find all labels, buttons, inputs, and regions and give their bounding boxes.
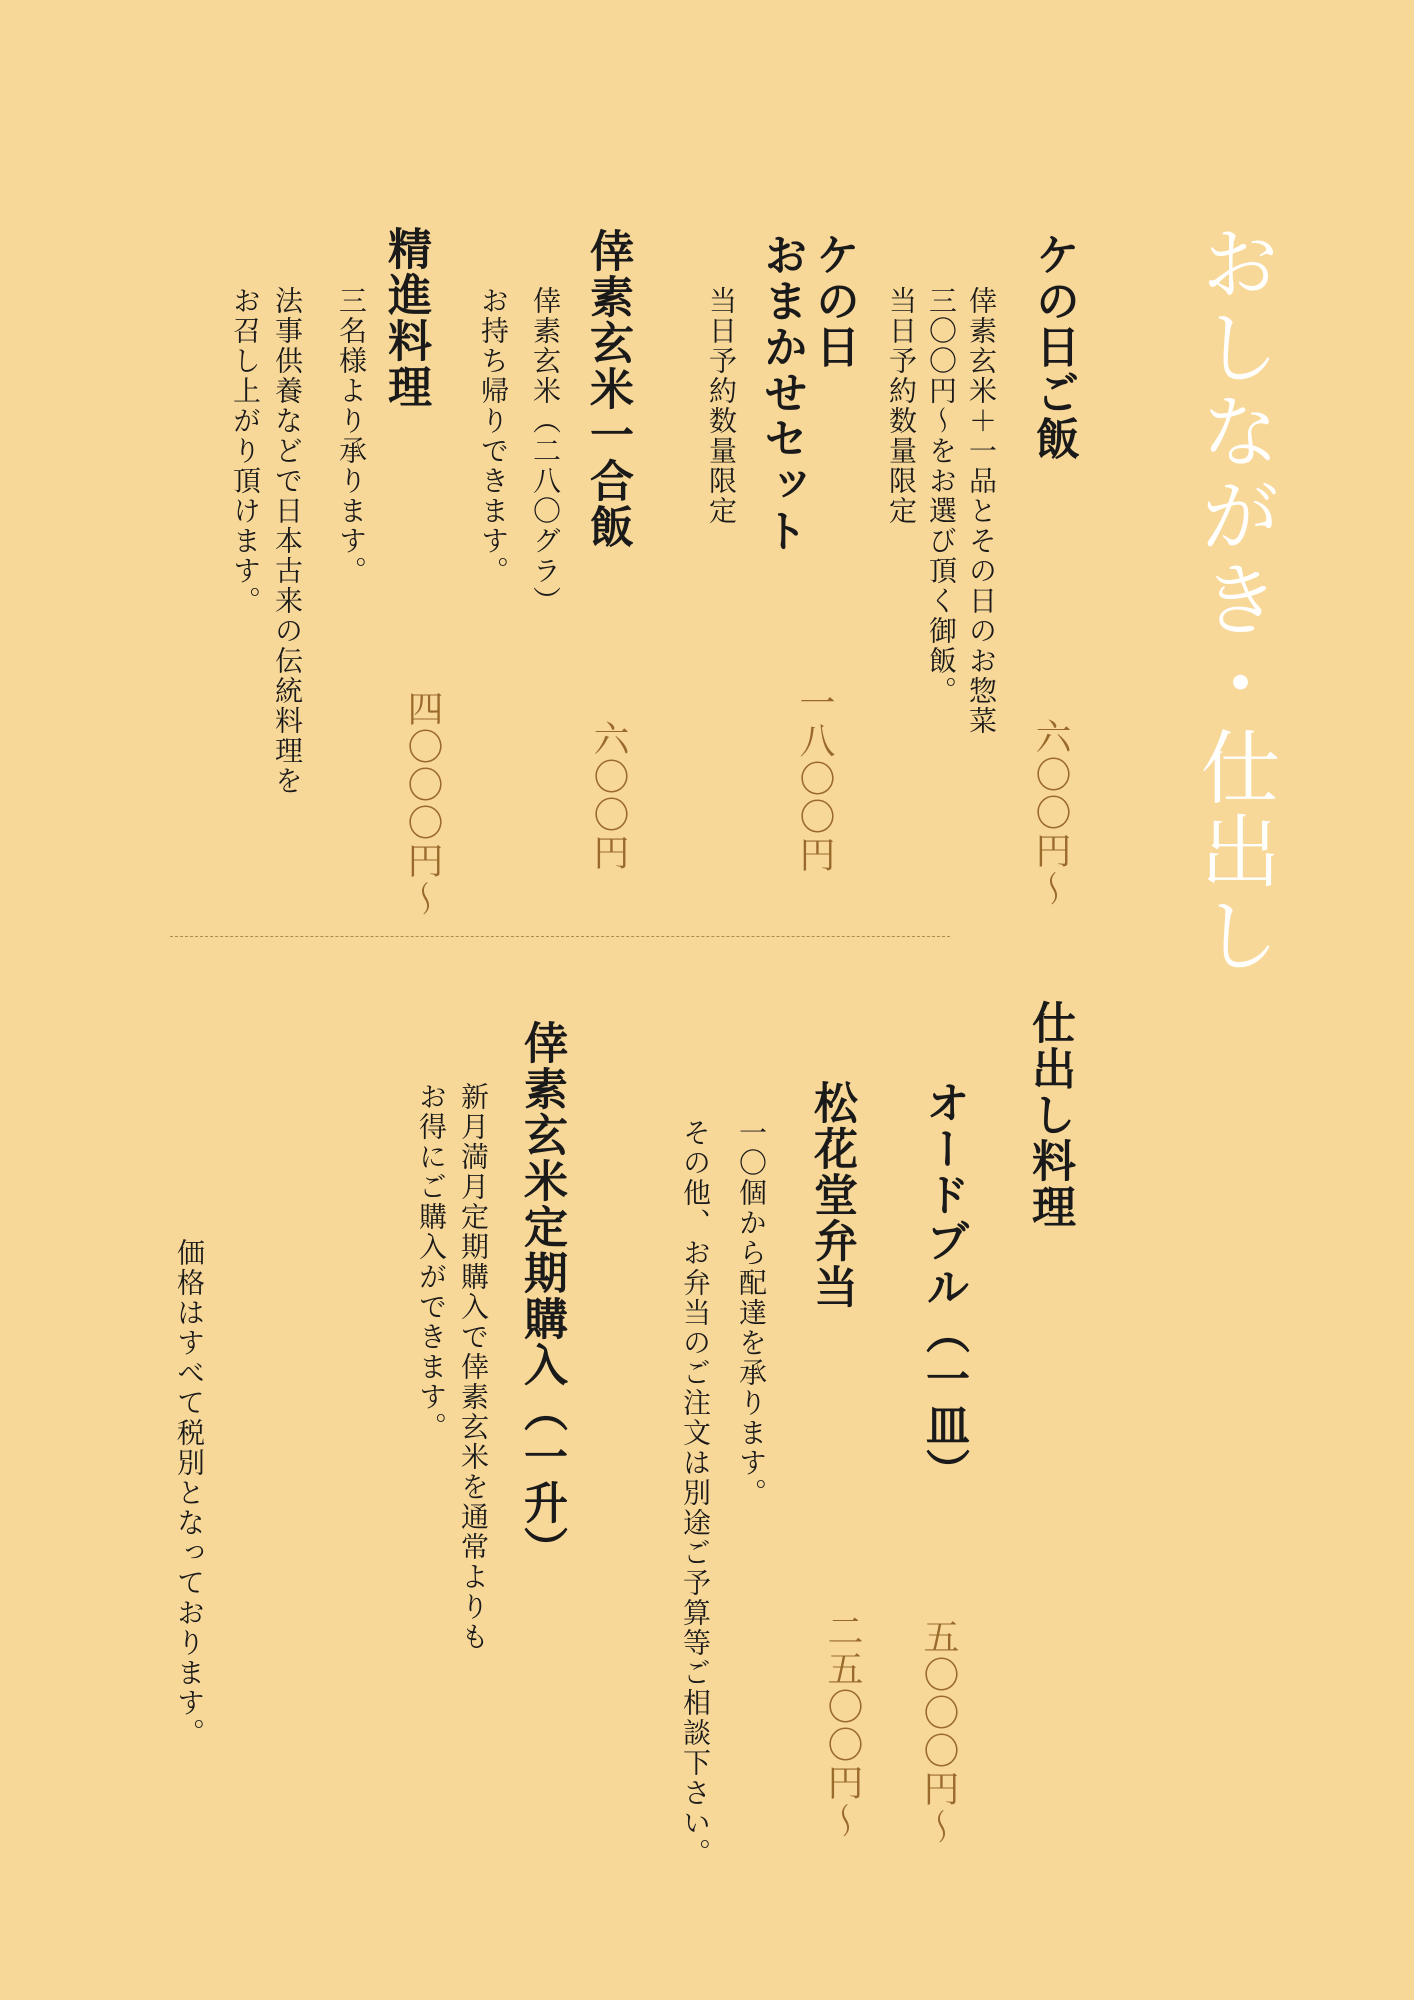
item-name-teiki-konyu: 倖素玄米定期購入（一升） [516,1020,567,1572]
section-divider [170,936,950,937]
item-desc-line: 三〇〇円〜をお選び頂く御飯。 [925,286,958,706]
item-desc-line: 当日予約数量限定 [885,286,918,526]
item-name-hors-doeuvre: オードブル（一皿） [918,1080,969,1494]
item-desc-line: 一〇個から配達を承ります。 [735,1118,768,1508]
item-price: 四〇〇〇円〜 [402,690,443,918]
item-price: 一八〇〇円 [794,684,835,874]
item-name-shokado-bento: 松花堂弁当 [806,1080,857,1310]
item-name-ichigo-han: 倖素玄米一合飯 [582,228,633,550]
item-price: 六〇〇円〜 [1030,718,1071,908]
item-desc-line: 倖素玄米（二八〇グラ） [529,286,562,616]
tax-note: 価格はすべて税別となっております。 [173,1238,206,1748]
item-name-ke-no-hi-gohan: ケの日ご飯 [1028,232,1079,462]
item-desc-line: その他、お弁当のご注文は別途ご予算等ご相談下さい。 [679,1118,712,1868]
item-name-shojin-ryori: 精進料理 [380,226,431,410]
page-title: おしながき・仕出し [1187,222,1280,978]
item-desc-line: 法事供養などで日本古来の伝統料理を [271,286,304,796]
catering-heading: 仕出し料理 [1024,1000,1075,1230]
item-name-line: おまかせセット [756,232,807,554]
item-price: 五〇〇〇円〜 [918,1618,959,1846]
item-desc-line: お持ち帰りできます。 [477,286,510,586]
item-price: 六〇〇円 [588,720,629,872]
item-name-line: ケの日 [808,232,859,370]
item-desc-line: 三名様より承ります。 [335,286,368,586]
item-desc-line: 倖素玄米＋一品とその日のお惣菜 [965,286,998,736]
item-desc-line: お得にご購入ができます。 [415,1082,448,1442]
item-desc-line: 当日予約数量限定 [705,286,738,526]
item-price: 二五〇〇円〜 [822,1612,863,1840]
item-desc-line: 新月満月定期購入で倖素玄米を通常よりも [457,1082,490,1652]
item-desc-line: お召し上がり頂けます。 [229,286,262,616]
